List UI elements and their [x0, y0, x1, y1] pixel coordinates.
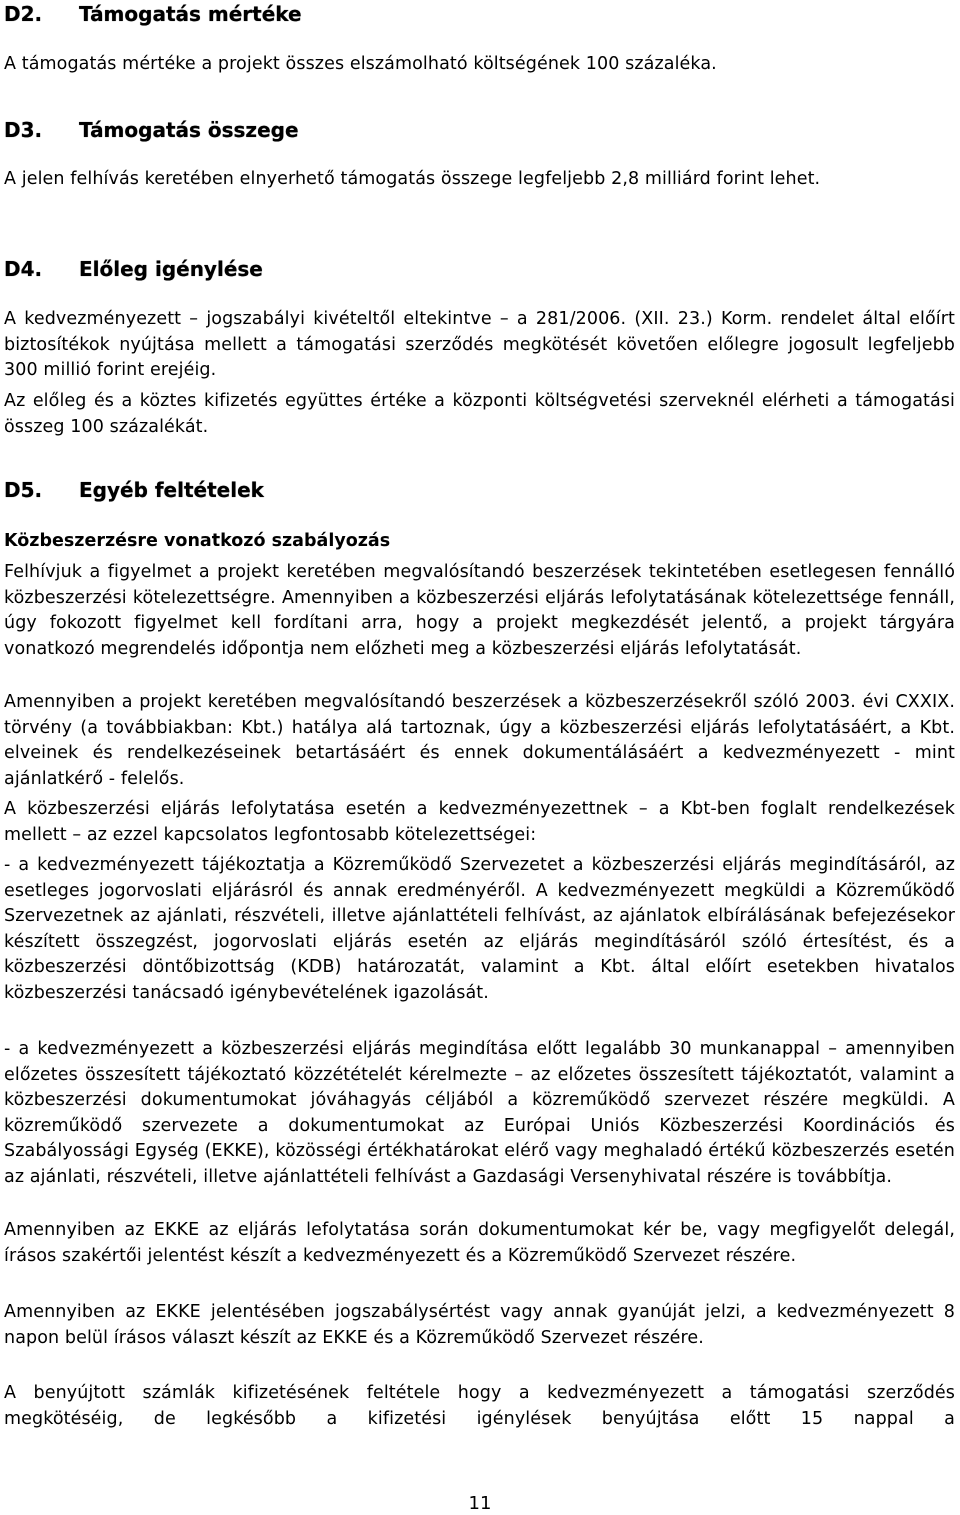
- section-title: Támogatás mértéke: [79, 2, 302, 26]
- paragraph: A jelen felhívás keretében elnyerhető támogatás összege legfeljebb 2,8 milliárd forint lehet.: [4, 169, 821, 189]
- section-heading-d2: [4, 0, 302, 28]
- paragraph: A kedvezményezett – jogszabályi kivételtől eltekintve – a 281/2006. (XII. 23.) Korm. rendelet által előírt biztosítékok nyújtása mellett a támogatási szerződés megkötését követően előlegre jogosult legfeljebb 300 millió forint erejéig.: [4, 309, 955, 381]
- section-heading-d4: [4, 255, 263, 283]
- paragraph: Amennyiben az EKKE az eljárás lefolytatása során dokumentumokat kér be, vagy megfigyelőt delegál, írásos szakértői jelentést készít a kedvezményezett és a Közreműködő Szervezet részére.: [4, 1220, 955, 1266]
- section-heading-d3: [4, 116, 299, 144]
- paragraph: A támogatás mértéke a projekt összes elszámolható költségének 100 százaléka.: [4, 54, 717, 74]
- section-title: Előleg igénylése: [79, 257, 263, 281]
- paragraph: Az előleg és a köztes kifizetés együttes értéke a központi költségvetési szerveknél elérheti a támogatási összeg 100 százalékát.: [4, 391, 955, 437]
- section-heading-d5: [4, 476, 264, 504]
- section-title: Támogatás összege: [79, 118, 299, 142]
- paragraph: Felhívjuk a figyelmet a projekt keretében megvalósítandó beszerzések tekintetében esetlegesen fennálló közbeszerzési kötelezettségre. Amennyiben a közbeszerzési eljárás lefolytatásának kötelezettsége fennáll, úgy fokozott figyelmet kell fordítani arra, hogy a projekt megkezdését jelentő, a projekt tárgyára vonatkozó megrendelés időpontja nem előzheti meg a közbeszerzési eljárás lefolytatását.: [4, 562, 955, 659]
- paragraph: Amennyiben a projekt keretében megvalósítandó beszerzések a közbeszerzésekről szóló 2003. évi CXXIX. törvény (a továbbiakban: Kbt.) hatálya alá tartoznak, úgy a közbeszerzési eljárás lefolytatásáért, a Kbt. elveinek és rendelkezéseinek betartásáért és ennek dokumentálásáért a kedvezményezett - mint ajánlatkérő - felelős.: [4, 692, 955, 789]
- paragraph: - a kedvezményezett tájékoztatja a Közreműködő Szervezetet a közbeszerzési eljárás megindításáról, az esetleges jogorvoslati eljárásról és annak eredményéről. A kedvezményezett megküldi a Közreműködő Szervezetnek az ajánlati, részvételi, illetve ajánlattételi felhívást, az ajánlatok elbírálásának befejezésekor készített összegzést, jogorvoslati eljárás esetén az eljárás megindításáról szóló értesítést, és a közbeszerzési döntőbizottság (KDB) határozatát, valamint a Kbt. által előírt esetekben hivatalos közbeszerzési tanácsadó igénybevételének igazolását.: [4, 855, 955, 1003]
- paragraph: Amennyiben az EKKE jelentésében jogszabálysértést vagy annak gyanúját jelzi, a kedvezményezett 8 napon belül írásos választ készít az EKKE és a Közreműködő Szervezet részére.: [4, 1302, 955, 1348]
- page-number: 11: [468, 1493, 492, 1514]
- section-number: D2.: [4, 2, 43, 26]
- paragraph: - a kedvezményezett a közbeszerzési eljárás megindítása előtt legalább 30 munkanappal – amennyiben előzetes összesített tájékoztató közzétételét kérelmezte – az előzetes összesített tájékoztatót, valamint a közbeszerzési dokumentumokat jóváhagyás céljából a közreműködő szervezet részére megküldi. A közreműködő szervezete a dokumentumokat az Európai Uniós Közbeszerzési Koordinációs és Szabályossági Egység (EKKE), közösségi értékhatárokat elérő vagy meghaladó értékű közbeszerzés esetén az ajánlati, részvételi, illetve ajánlattételi felhívást a Gazdasági Versenyhivatal részére is továbbítja.: [4, 1039, 955, 1187]
- section-number: D3.: [4, 118, 43, 142]
- paragraph: A közbeszerzési eljárás lefolytatása esetén a kedvezményezettnek – a Kbt-ben foglalt rendelkezések mellett – az ezzel kapcsolatos legfontosabb kötelezettségei:: [4, 799, 955, 845]
- section-number: D4.: [4, 257, 43, 281]
- section-number: D5.: [4, 478, 43, 502]
- section-title: Egyéb feltételek: [79, 478, 264, 502]
- paragraph: A benyújtott számlák kifizetésének feltétele hogy a kedvezményezett a támogatási szerződés megkötéséig, de legkésőbb a kifizetési igénylések benyújtása előtt 15 nappal a: [4, 1383, 955, 1429]
- subsection-title: Közbeszerzésre vonatkozó szabályozás: [4, 531, 391, 551]
